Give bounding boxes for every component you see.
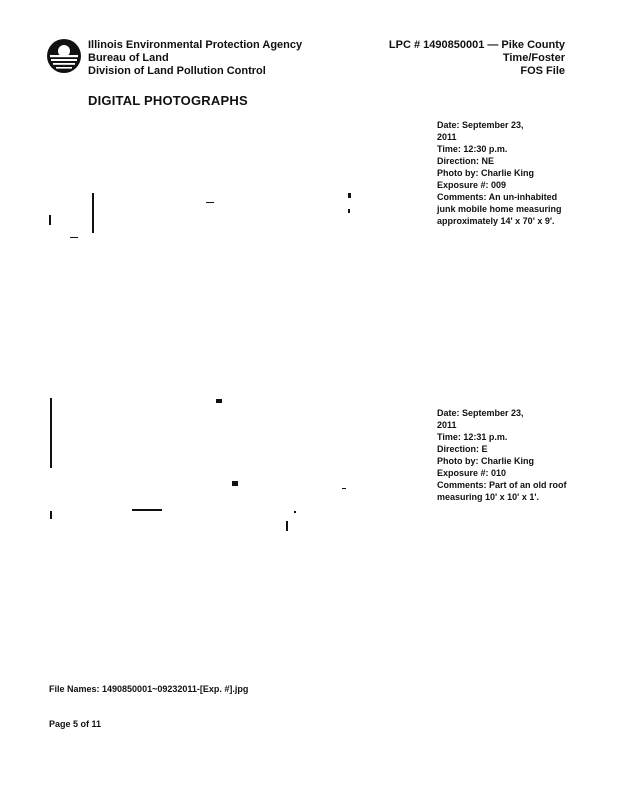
file-type: FOS File bbox=[520, 65, 565, 77]
illinois-epa-logo-icon bbox=[46, 38, 82, 74]
photo-1-caption bbox=[437, 119, 567, 227]
photo-1-time: Time: 12:30 p.m. bbox=[437, 144, 508, 154]
file-names: File Names: 1490850001~09232011-[Exp. #].jpg bbox=[49, 684, 249, 694]
photo-2-direction: Direction: E bbox=[437, 444, 488, 454]
photo-2-time: Time: 12:31 p.m. bbox=[437, 432, 508, 442]
agency-name: Illinois Environmental Protection Agency bbox=[88, 39, 303, 51]
photo-1-date-line1: Date: September 23, bbox=[437, 120, 524, 130]
photo-2-photographer: Photo by: Charlie King bbox=[437, 456, 535, 466]
bureau-name: Bureau of Land bbox=[88, 52, 169, 64]
site-block bbox=[389, 39, 565, 78]
division-name: Division of Land Pollution Control bbox=[88, 65, 266, 77]
photo-2-image bbox=[46, 393, 366, 568]
photo-1-exposure: Exposure #: 009 bbox=[437, 180, 507, 190]
photo-1-direction: Direction: NE bbox=[437, 156, 495, 166]
photo-2-caption bbox=[437, 407, 567, 503]
page-number: Page 5 of 11 bbox=[49, 719, 102, 729]
agency-block bbox=[88, 39, 302, 78]
photo-2-comments: Comments: Part of an old roof measuring 10' x 10' x 1'. bbox=[437, 480, 567, 502]
photo-2-date-line1: Date: September 23, bbox=[437, 408, 524, 418]
photo-1-photographer: Photo by: Charlie King bbox=[437, 168, 535, 178]
lpc-number: LPC # 1490850001 — Pike County bbox=[388, 39, 565, 51]
photo-2-date-line2: 2011 bbox=[437, 420, 457, 430]
site-name: Time/Foster bbox=[502, 52, 565, 64]
photo-1-image bbox=[46, 185, 366, 360]
page-title: DIGITAL PHOTOGRAPHS bbox=[88, 93, 248, 108]
photo-1-comments: Comments: An un-inhabited junk mobile home measuring approximately 14' x 70' x 9'. bbox=[437, 192, 562, 226]
photo-2-exposure: Exposure #: 010 bbox=[437, 468, 507, 478]
photo-1-date-line2: 2011 bbox=[437, 132, 457, 142]
